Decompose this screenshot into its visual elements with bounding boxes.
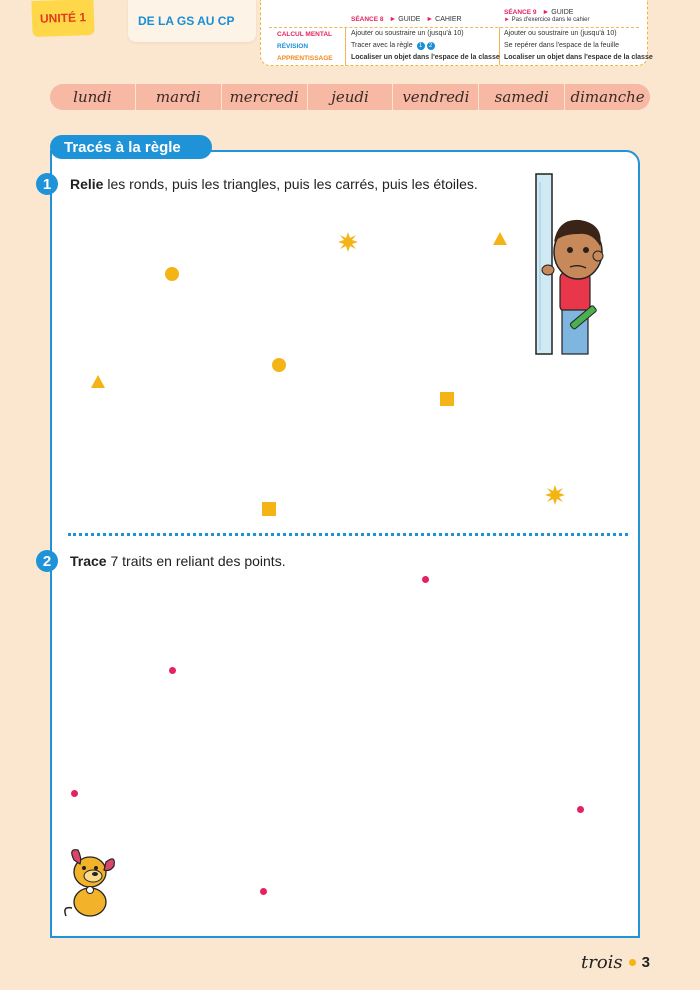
arrow-icon: ► (504, 17, 510, 23)
square-shape (262, 502, 276, 516)
exercise-2-verb: Trace (70, 553, 107, 569)
exercise-2-text: 7 traits en reliant des points. (106, 553, 286, 569)
day-lundi: lundi (50, 84, 136, 110)
circle-shape (165, 267, 179, 281)
day-dimanche: dimanche (570, 88, 645, 106)
day-vendredi: vendredi (393, 84, 479, 110)
day-mercredi: mercredi (222, 84, 308, 110)
session9-apprentissage: Localiser un objet dans l'espace de la classe (504, 54, 653, 61)
weekday-strip (50, 84, 650, 110)
circle-shape (272, 358, 286, 372)
unit-text: UNITÉ 1 (39, 10, 87, 26)
session8-apprentissage: Localiser un objet dans l'espace de la classe (351, 54, 500, 61)
session8-heading (351, 16, 462, 23)
dog-illustration (60, 846, 118, 922)
session8-cahier: CAHIER (435, 16, 462, 23)
page-number-word: trois (580, 952, 623, 973)
exercise-1-instruction (70, 176, 478, 192)
exercise-2-number: 2 (36, 550, 58, 572)
session8-calcul: Ajouter ou soustraire un (jusqu'à 10) (351, 30, 464, 37)
divider (269, 27, 639, 28)
star-shape (545, 485, 565, 505)
session9-calcul: Ajouter ou soustraire un (jusqu'à 10) (504, 30, 617, 37)
session9-note-text: Pas d'exercice dans le cahier (511, 17, 590, 23)
day-jeudi: jeudi (308, 84, 394, 110)
day-mardi: mardi (136, 84, 222, 110)
exercise-2-instruction (70, 553, 286, 569)
arrow-icon: ► (426, 16, 434, 23)
bullet-icon (629, 959, 636, 966)
session9-guide: GUIDE (551, 9, 574, 16)
category-calcul: CALCUL MENTAL (277, 31, 333, 38)
triangle-shape (493, 232, 507, 245)
square-shape (440, 392, 454, 406)
page-footer (581, 952, 650, 973)
exercise-1-verb: Relie (70, 176, 104, 192)
connect-point (169, 667, 176, 674)
session9-heading (504, 9, 573, 16)
connect-point (422, 576, 429, 583)
exercise-badge: 1 (417, 42, 425, 50)
exercise-badge: 2 (427, 42, 435, 50)
exercise-separator (68, 533, 628, 536)
section-title-text: Tracés à la règle (64, 138, 181, 156)
page-number: 3 (641, 954, 650, 971)
category-revision: RÉVISION (277, 43, 309, 50)
arrow-icon: ► (542, 9, 550, 16)
star-shape (338, 232, 358, 252)
session8-revision-text: Tracer avec la règle (351, 42, 413, 49)
category-apprentissage: APPRENTISSAGE (277, 55, 333, 62)
session8-revision (351, 42, 435, 50)
session9-revision: Se repérer dans l'espace de la feuille (504, 42, 619, 49)
connect-point (260, 888, 267, 895)
connect-point (577, 806, 584, 813)
connect-point (71, 790, 78, 797)
arrow-icon: ► (389, 16, 397, 23)
exercise-1-text: les ronds, puis les triangles, puis les carrés, puis les étoiles. (103, 176, 478, 192)
session-summary (260, 0, 653, 66)
session9-title: SÉANCE 9 (504, 9, 537, 16)
unit-label (31, 0, 94, 37)
session8-title: SÉANCE 8 (351, 16, 384, 23)
section-title (50, 135, 212, 159)
day-samedi: samedi (479, 84, 565, 110)
divider (345, 27, 346, 65)
triangle-shape (91, 375, 105, 388)
session9-note (504, 17, 589, 23)
level-label (128, 0, 256, 42)
boy-with-ruler-illustration (526, 172, 606, 362)
session8-guide: GUIDE (398, 16, 421, 23)
exercise-1-number: 1 (36, 173, 58, 195)
level-text: DE LA GS AU CP (138, 14, 235, 28)
